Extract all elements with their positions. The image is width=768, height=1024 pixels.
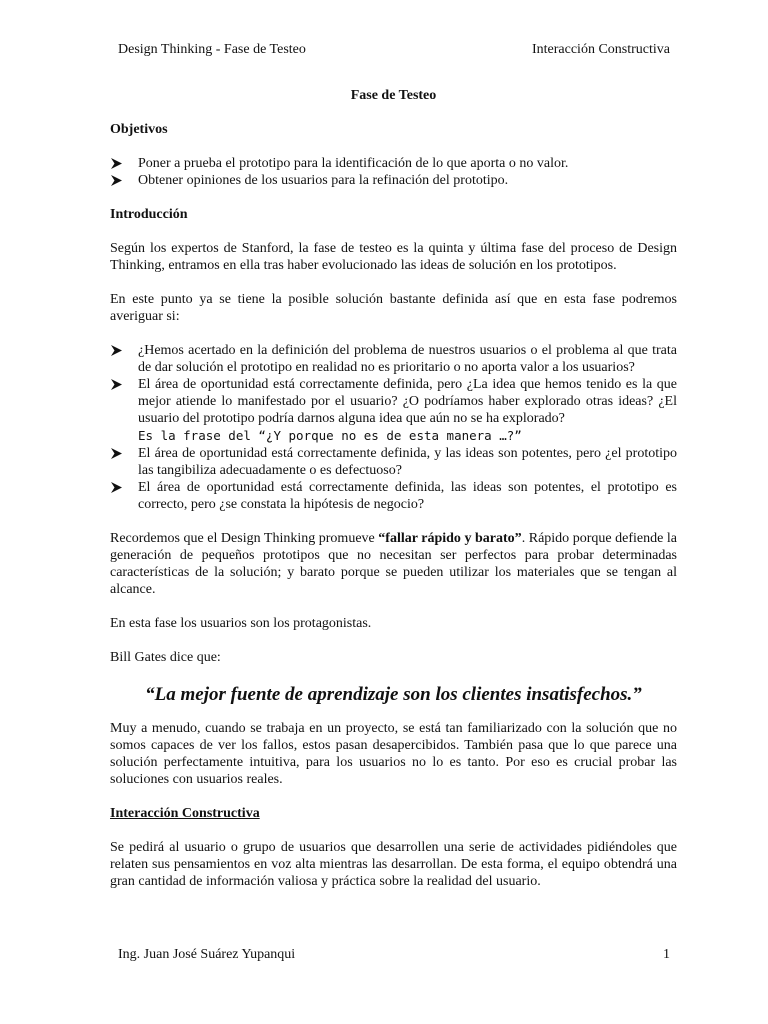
list-item [110,155,677,172]
list-item-text: El área de oportunidad está correctamente definida, y las ideas son potentes, pero ¿el prototipo las tangibiliza adecuadamente o es defectuoso? [138,446,677,478]
list-item-text: El área de oportunidad está correctamente definida, las ideas son potentes, el prototipo es correcto, pero ¿se constata la hipótesis de negocio? [138,480,677,512]
page-number: 1 [663,947,670,962]
paragraph: Muy a menudo, cuando se trabaja en un proyecto, se está tan familiarizado con la solución que no somos capaces de ver los fallos, estos pasan desapercibidos. También pasa que lo que parece una solución perfectamente intuitiva, para los usuarios no lo es tanto. Por eso es crucial probar las soluciones con usuarios reales. [110,721,677,787]
paragraph: En este punto ya se tiene la posible solución bastante definida así que en esta fase podremos averiguar si: [110,292,677,324]
paragraph-text: Recordemos que el Design Thinking promueve [110,531,379,546]
list-item-text: ¿Hemos acertado en la definición del problema de nuestros usuarios o el problema al que trata de dar solución el prototipo en realidad no es prioritario o no aporta valor a los usuarios? [138,343,677,375]
list-item-text: Poner a prueba el prototipo para la identificación de lo que aporta o no valor. [138,156,569,171]
footer-author: Ing. Juan José Suárez Yupanqui [118,947,296,962]
arrowhead-bullet-icon [111,158,122,169]
arrowhead-bullet-icon [111,448,122,459]
document-title: Fase de Testeo [350,88,437,103]
list-item [110,172,677,189]
header-left: Design Thinking - Fase de Testeo [118,42,306,57]
running-header [118,42,670,58]
list-item [110,342,677,376]
list-item [110,479,677,513]
handwritten-note: Es la frase del “¿Y porque no es de esta manera …?” [138,428,522,443]
paragraph-design-thinking [110,530,677,598]
section-heading-interaccion: Interacción Constructiva [110,806,260,821]
paragraph: Bill Gates dice que: [110,650,221,665]
emphasis-fallar-rapido: “fallar rápido y barato” [378,531,522,546]
arrowhead-bullet-icon [111,345,122,356]
running-footer [118,947,670,963]
section-heading-introduccion: Introducción [110,207,188,222]
arrowhead-bullet-icon [111,482,122,493]
list-item [110,376,677,445]
questions-list [110,342,677,513]
objetivos-list [110,155,677,189]
bill-gates-quote: “La mejor fuente de aprendizaje son los clientes insatisfechos.” [145,684,642,705]
list-item-text: El área de oportunidad está correctamente definida, pero ¿La idea que hemos tenido es la que mejor atiende lo manifestado por el usuario? ¿O podríamos haber explorado otras ideas? ¿El usuario del prototipo podría darnos alguna idea que aún no se ha explorado? [138,377,677,426]
paragraph: Se pedirá al usuario o grupo de usuarios que desarrollen una serie de actividades pidiéndoles que relaten sus pensamientos en voz alta mientras las desarrollan. De esta forma, el equipo obtendrá una gran cantidad de información valiosa y práctica sobre la realidad del usuario. [110,840,677,889]
section-heading-objetivos: Objetivos [110,122,168,137]
list-item [110,445,677,479]
list-item-text: Obtener opiniones de los usuarios para la refinación del prototipo. [138,173,509,188]
header-right: Interacción Constructiva [531,42,670,57]
paragraph: En esta fase los usuarios son los protagonistas. [110,616,372,631]
arrowhead-bullet-icon [111,175,122,186]
paragraph-text: . Rápido porque defiende la generación de pequeños prototipos que no necesitan ser perfectos para probar determinadas características de la solución; y barato porque se pueden utilizar los materiales que se tengan al alcance. [110,531,677,597]
document-body [110,87,677,907]
arrowhead-bullet-icon [111,379,122,390]
paragraph: Según los expertos de Stanford, la fase de testeo es la quinta y última fase del proceso de Design Thinking, entramos en ella tras haber evolucionado las ideas de solución en los prototipos. [110,241,677,273]
